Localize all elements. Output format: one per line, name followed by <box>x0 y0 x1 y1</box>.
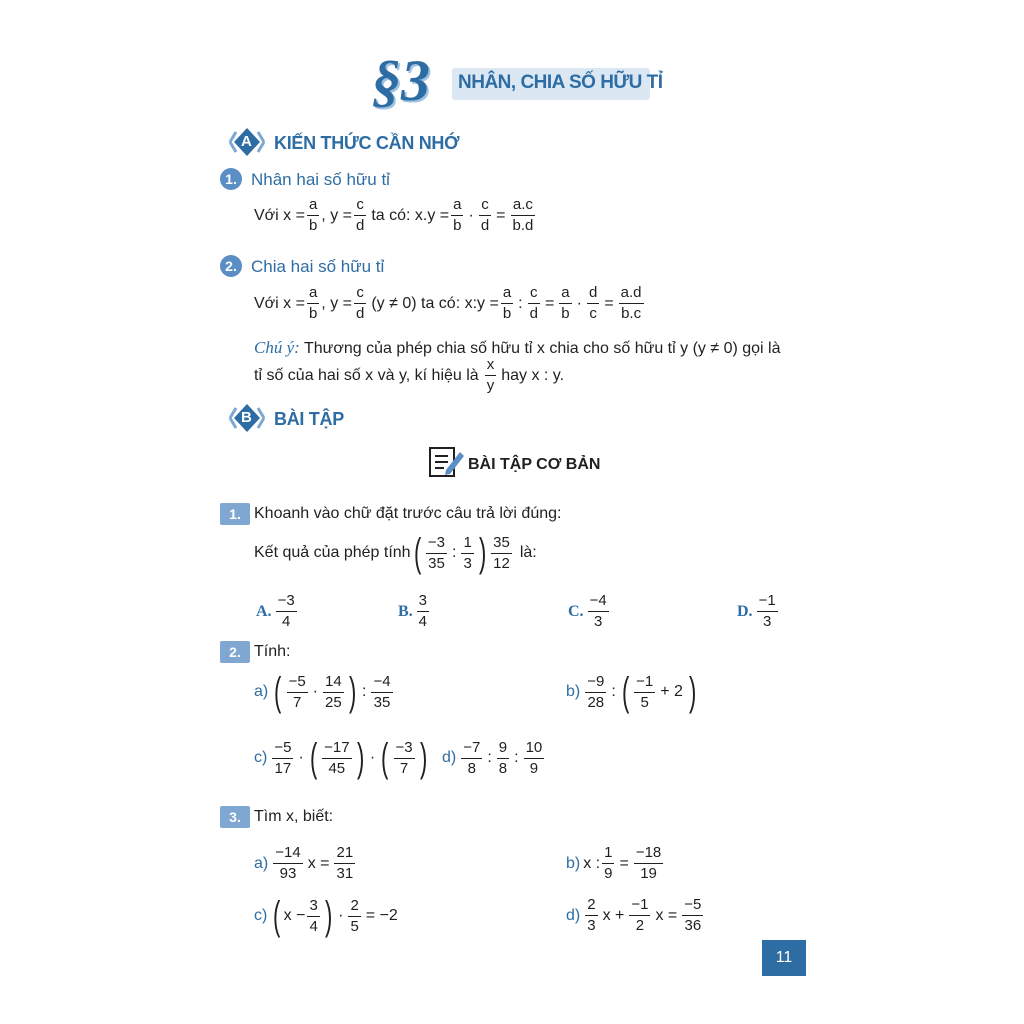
frac-den: b <box>308 217 318 234</box>
badge-b-letter: B <box>241 409 252 426</box>
item-2-title: Chia hai số hữu tỉ <box>251 257 385 276</box>
exercise-3-number: 3. <box>220 806 250 828</box>
formula-text: Với x = <box>254 294 305 312</box>
exercise-3b: b) x : $\frac{1}{9}$ = $\frac{-18}{19}$ <box>566 844 662 882</box>
section-number: §3 <box>372 48 430 113</box>
exercise-1-text: Khoanh vào chữ đặt trước câu trả lời đúng: <box>254 505 562 522</box>
frac-num: a <box>307 196 319 216</box>
choice-b[interactable]: B. $\frac{3}{4}$ <box>398 592 428 630</box>
exercise-2c: c) $\frac{-5}{17}$ · ( $\frac{-17}{45}$ ) · ( $\frac{-3}{7}$ ) d) $\frac{-7}{8}$ : $\frac{9}{8}$ : $\frac{10}{9}$ <box>254 736 543 780</box>
formula-text: ta có: x.y = <box>371 206 450 224</box>
exercise-3a: a) $\frac{-14}{93}$ x = $\frac{21}{31}$ <box>254 844 354 882</box>
note-label: Chú ý: <box>254 338 300 357</box>
frac-den: b.d <box>512 217 534 234</box>
exercise-2b: b) $\frac{-9}{28}$ : ( $\frac{-1}{5}$ + 2 ) <box>566 670 697 714</box>
item-1-title: Nhân hai số hữu tỉ <box>251 170 390 189</box>
exercise-2-number: 2. <box>220 641 250 663</box>
item-1-number: 1. <box>220 168 242 190</box>
choice-a[interactable]: A. $\frac{-3}{4}$ <box>256 592 295 630</box>
basic-exercises-heading: BÀI TẬP CƠ BẢN <box>468 456 601 473</box>
exercise-3-text: Tìm x, biết: <box>254 808 334 825</box>
section-a-title: KIẾN THỨC CẦN NHỚ <box>274 133 460 153</box>
frac-num: a <box>451 196 463 216</box>
formula-text: Với x = <box>254 206 305 224</box>
frac-den: d <box>480 217 490 234</box>
exercise-3c: c) ( x − $\frac{3}{4}$ ) · $\frac{2}{5}$ = −2 <box>254 894 398 938</box>
section-b-badge <box>222 402 272 439</box>
frac-den: d <box>355 217 365 234</box>
formula-text: , y = <box>321 206 352 224</box>
page-number: 11 <box>762 940 806 976</box>
choice-c[interactable]: C. $\frac{-4}{3}$ <box>568 592 607 630</box>
section-b-title: BÀI TẬP <box>274 409 344 429</box>
frac-num: c <box>354 196 366 216</box>
note-text: Thương của phép chia số hữu tỉ x chia cho số hữu tỉ y (y ≠ 0) gọi là <box>303 340 781 357</box>
note-text: tỉ số của hai số x và y, kí hiệu là <box>254 366 479 384</box>
frac-num: c <box>479 196 491 216</box>
page-title: NHÂN, CHIA SỐ HỮU TỈ <box>458 72 663 93</box>
frac-den: b <box>453 217 462 234</box>
formula-divide: Với x = $\frac{a}{b}$ , y = $\frac{c}{d}$ (y ≠ 0) ta có: x:y = $\frac{a}{b}$ : $\frac{c}{d}$ = $\frac{a}{b}$ · $\frac{d}{c}$ = $\frac{a.d}{b.c}$ <box>254 284 642 322</box>
note-line-2: tỉ số của hai số x và y, kí hiệu là $\frac{x}{y}$ hay x : y. <box>254 356 565 394</box>
exercise-2-text: Tính: <box>254 643 291 660</box>
item-2-number: 2. <box>220 255 242 277</box>
formula-multiply: Với x = $\frac{a}{b}$ , y = $\frac{c}{d}$ ta có: x.y = $\frac{a}{b}$ · $\frac{c}{d}$ = $\frac{a.c}{b.d}$ <box>254 196 534 234</box>
exercise-3d: d) $\frac{2}{3}$ x + $\frac{-1}{2}$ x = $\frac{-5}{36}$ <box>566 896 702 934</box>
badge-a-letter: A <box>241 133 252 150</box>
notebook-pencil-icon <box>428 446 466 483</box>
choice-d[interactable]: D. $\frac{-1}{3}$ <box>737 592 776 630</box>
frac-num: a.c <box>511 196 535 216</box>
exercise-1-number: 1. <box>220 503 250 525</box>
exercise-1-question: Kết quả của phép tính ( $\frac{-3}{35}$ : $\frac{1}{3}$ ) $\frac{35}{12}$ là: <box>254 531 537 575</box>
section-a-badge <box>222 126 272 163</box>
exercise-2a: a) ( $\frac{-5}{7}$ · $\frac{14}{25}$ ) : $\frac{-4}{35}$ <box>254 670 391 714</box>
